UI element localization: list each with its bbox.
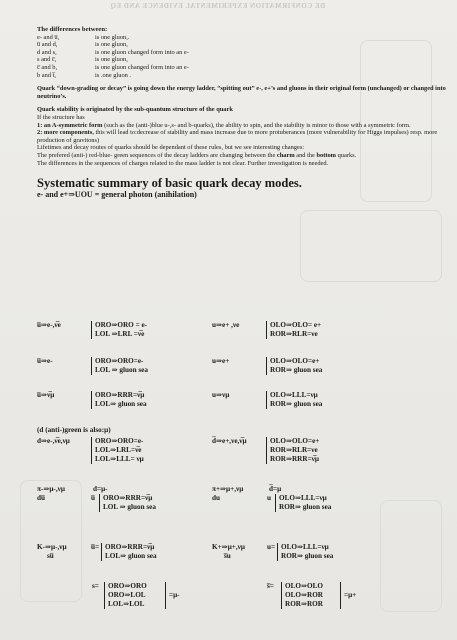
decay-u: u= <box>267 543 276 551</box>
decay-line: OLO⇒OLO= e+ <box>270 321 322 329</box>
decay-label: d̅⇒e+,νe,ν̅μ <box>212 437 247 445</box>
green-note: (d (anti-)green is also:μ) <box>37 426 111 434</box>
decay-line: LOL⇒LLL= νμ <box>95 455 144 463</box>
list-item <box>37 56 447 64</box>
diff-desc: is .one gluon . <box>95 71 132 79</box>
stability-emphasis: bottom <box>316 151 336 159</box>
list-item <box>37 72 447 80</box>
stability-text: (such as the (anti-)blue u-,s- and b-quarks), the ability to spin, and the stability is minor to those with a symmetric form. <box>102 121 411 129</box>
decay-result: =μ+ <box>344 591 357 599</box>
decay-label: s̅= <box>267 582 274 590</box>
section-subtitle: e- and e+⇒UOU = general photon (anihilation) <box>37 190 197 200</box>
decay-table <box>104 582 147 609</box>
decay-label: u̅⇒e- <box>37 357 53 365</box>
decay-table <box>101 543 157 561</box>
decay-subscript: du̅ <box>37 494 45 502</box>
stability-line: The differences in the sequences of charges related to the mass ladder is not clear. Further investigation is needed. <box>37 159 329 167</box>
stability-text: and the <box>294 151 317 159</box>
decay-line: OLO⇒OLO <box>285 582 323 590</box>
decay-line: LOL⇒LRL=ν̅e <box>95 446 142 454</box>
stability-emphasis: 1: an A-symmetric form <box>37 121 103 129</box>
decay-equation: d=μ- <box>93 485 108 493</box>
decay-table <box>281 582 323 609</box>
stability-section <box>37 106 447 167</box>
header-bleed-through: DE CONFIRMATION EXPERIMENTAL EVIDENCE AND EQ <box>110 2 326 10</box>
decay-line: OLO⇒LLL=νμ <box>281 543 329 551</box>
decay-equation: d̅=μ <box>269 485 282 493</box>
differences-list <box>37 34 447 80</box>
down-grading-paragraph: Quark “down-grading or decay” is going down the energy ladder, “spitting out” e-, e+’s and gluons in their original form (unchanged) or changed into neutrino’s. <box>37 85 446 100</box>
decay-table <box>277 543 333 561</box>
decay-table <box>91 391 147 409</box>
decay-subscript: su̅ <box>47 552 54 560</box>
decay-table <box>266 437 319 464</box>
decay-table <box>266 321 321 339</box>
differences-title: The differences between: <box>37 26 108 33</box>
stability-text: The prefered (anti-) red-blue- green sequences of the decay ladders are changing between the <box>37 151 277 159</box>
stability-line: Lifetimes and decay routes of quarks should be dependant of these rules, but we see interesting changes: <box>37 144 305 152</box>
stability-line <box>37 122 447 130</box>
decay-line: LOL ⇒ gluon sea <box>95 366 148 374</box>
decay-ubar: u̅ <box>91 494 95 502</box>
decay-line: ROR⇒ gluon sea <box>281 552 334 560</box>
stability-line <box>37 152 447 160</box>
decay-label: u⇒νμ <box>212 391 230 399</box>
text-section <box>37 26 447 200</box>
decay-line: OLO⇒LLL=νμ <box>270 391 318 399</box>
ghost-shape <box>380 500 442 612</box>
diff-desc: is one gluon changed form into an e- <box>95 48 189 56</box>
decay-result: =μ- <box>169 591 180 599</box>
diff-pair: s and c̅, <box>37 56 57 64</box>
decay-label: π-⇒μ-,νμ <box>37 485 65 493</box>
decay-table <box>266 357 322 375</box>
decay-table <box>91 437 144 464</box>
decay-u: u <box>267 494 271 502</box>
decay-table <box>91 321 147 339</box>
decay-line: LOL⇒ gluon sea <box>95 400 147 408</box>
diff-desc: is one gluon,. <box>95 33 130 41</box>
decay-label: u̅⇒ν̅μ <box>37 391 55 399</box>
stability-line: If the structure has <box>37 113 85 121</box>
stability-emphasis: charm <box>276 151 295 159</box>
ghost-shape <box>300 210 442 282</box>
list-item <box>37 41 447 49</box>
decay-label: d⇒e-,ν̅e,νμ <box>37 437 70 445</box>
decay-ubar: u̅= <box>91 543 100 551</box>
list-item <box>37 64 447 72</box>
decay-line: ORO⇒ORO = e- <box>95 321 148 329</box>
stability-line <box>37 129 447 144</box>
decay-line: ORO⇒ORO=e- <box>95 437 144 445</box>
diff-pair: b and t̅, <box>37 71 56 79</box>
decay-line: ROR⇒RLR=νe <box>270 446 318 454</box>
table-divider <box>340 582 341 609</box>
diff-pair: d and s, <box>37 48 57 56</box>
stability-text: this will lead to:decrease of stability and mass increase due to more protuberances (more vulnerability for Higgs impulses) resp. more production of gravitons) <box>37 129 438 144</box>
diff-pair: c̅ and b, <box>37 63 58 71</box>
decay-line: ORO⇒RRR=ν̅μ <box>103 494 153 502</box>
stability-text: quarks. <box>336 151 357 159</box>
stability-emphasis: 2: more components, <box>37 129 94 137</box>
section-title: Systematic summary of basic quark decay modes. <box>37 176 302 191</box>
decay-line: ORO⇒RRR=ν̅μ <box>95 391 145 399</box>
decay-line: ORO⇒ORO <box>108 582 147 590</box>
decay-label: u⇒e+ <box>212 357 230 365</box>
decay-line: LOL⇒LOL <box>108 600 145 608</box>
diff-desc: is one gluon, <box>95 41 128 49</box>
decay-line: ROR⇒RRR=ν̅μ <box>270 455 319 463</box>
decay-line: ROR⇒ROR <box>285 600 323 608</box>
diff-pair: u̅ and d, <box>37 41 58 49</box>
stability-line: Quark stability is originated by the sub-quantum structure of the quark <box>37 106 233 114</box>
decay-line: LOL ⇒ gluon sea <box>103 503 156 511</box>
decay-line: ROR⇒ gluon sea <box>270 366 323 374</box>
decay-subscript: du <box>212 494 220 502</box>
decay-table <box>266 391 322 409</box>
decay-label: π+⇒μ+,νμ <box>212 485 244 493</box>
decay-subscript: s̅u <box>224 552 231 560</box>
decay-line: LOL ⇒LRL =ν̅e <box>95 330 145 338</box>
decay-line: ROR⇒ gluon sea <box>270 400 323 408</box>
list-item <box>37 34 447 42</box>
decay-line: OLO⇒LLL=νμ <box>279 494 327 502</box>
decay-table <box>91 357 148 375</box>
diff-pair: e- and u̅, <box>37 33 60 41</box>
decay-line: OLO⇒ROR <box>285 591 323 599</box>
diff-desc: is one gluon changed form into an e- <box>95 63 189 71</box>
decay-label: u⇒e+ ,νe <box>212 321 240 329</box>
decay-label: K+⇒μ+,νμ <box>212 543 245 551</box>
decay-line: ORO⇒LOL <box>108 591 146 599</box>
decay-line: ROR⇒ gluon sea <box>279 503 332 511</box>
decay-label: K-⇒μ-,νμ <box>37 543 67 551</box>
diff-desc: is one gluon, <box>95 56 128 64</box>
decay-line: ROR⇒RLR=νe <box>270 330 318 338</box>
decay-line: OLO⇒OLO=e+ <box>270 437 320 445</box>
list-item <box>37 49 447 57</box>
decay-line: ORO⇒RRR=ν̅μ <box>105 543 155 551</box>
decay-label: s= <box>92 582 99 590</box>
ghost-shape <box>20 480 82 602</box>
decay-line: OLO⇒OLO=e+ <box>270 357 320 365</box>
decay-table <box>99 494 156 512</box>
decay-line: ORO⇒ORO=e- <box>95 357 144 365</box>
decay-table <box>275 494 331 512</box>
decay-label: u̅⇒e-,ν̅e <box>37 321 61 329</box>
decay-line: LOL⇒ gluon sea <box>105 552 157 560</box>
table-divider <box>165 582 166 609</box>
